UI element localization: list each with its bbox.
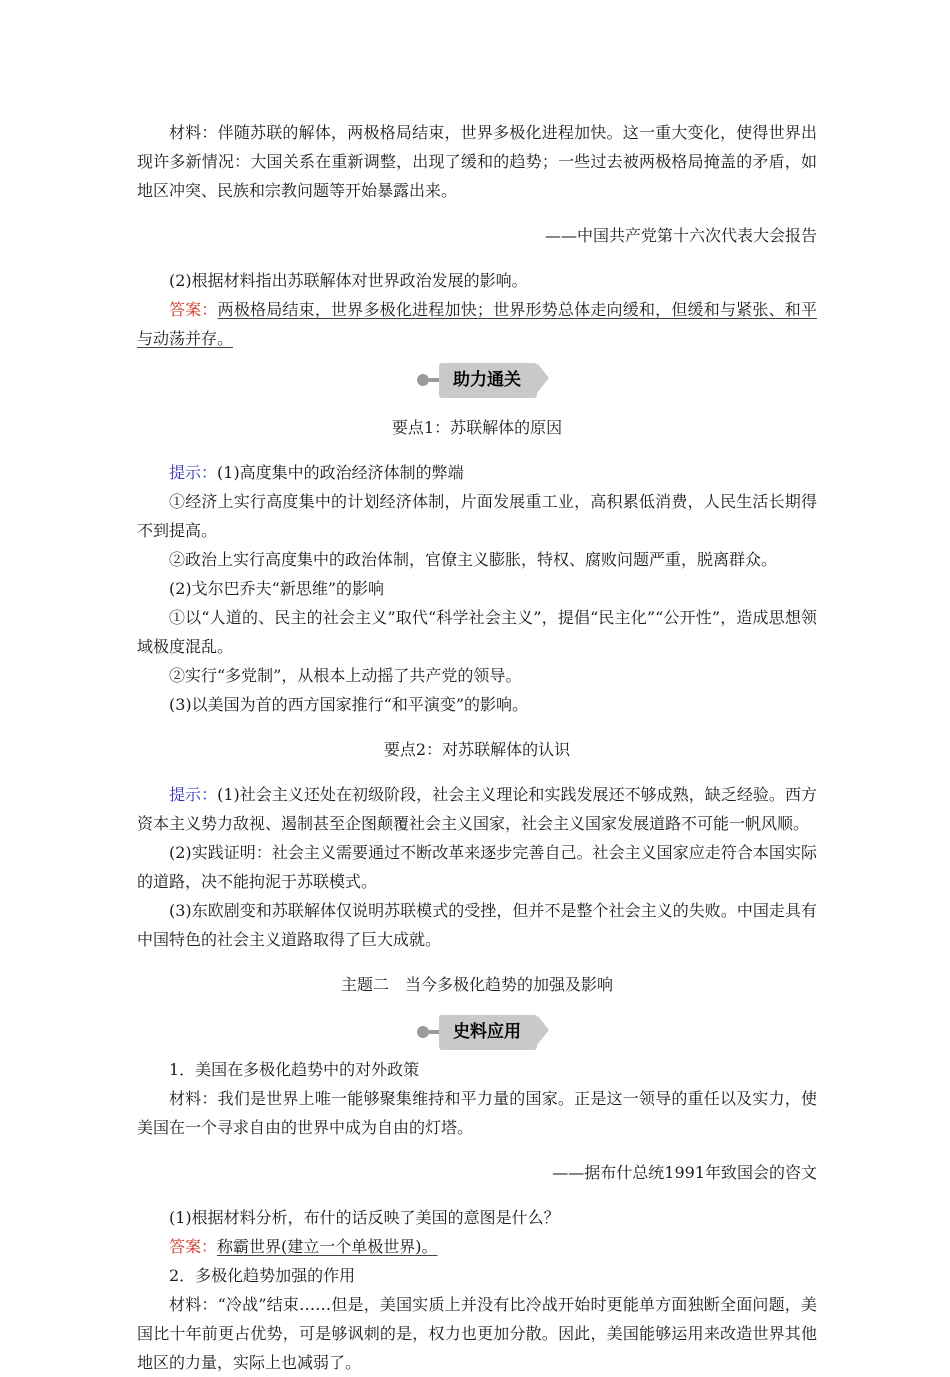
tip-paragraph: (2)实践证明：社会主义需要通过不断改革来逐步完善自己。社会主义国家应走符合本国实际的道路，决不能拘泥于苏联模式。 — [137, 843, 817, 891]
question-text: (2)根据材料指出苏联解体对世界政治发展的影响。 — [169, 271, 528, 290]
section-badge-sources — [137, 1015, 817, 1049]
tip-paragraph — [137, 780, 817, 838]
tip-sub-paragraph: ①经济上实行高度集中的计划经济体制，片面发展重工业，高积累低消费，人民生活长期得不到提高。 — [137, 492, 817, 540]
answer-label: 答案： — [169, 300, 218, 319]
tip-paragraph — [137, 458, 817, 487]
point-title: 要点2：对苏联解体的认识 — [383, 740, 571, 759]
answer-paragraph — [137, 295, 817, 353]
tip-label: 提示： — [169, 785, 218, 804]
badge-label: 史料应用 — [439, 1015, 537, 1050]
document-content — [137, 118, 817, 1377]
item-title: 1．美国在多极化趋势中的对外政策 — [169, 1060, 420, 1079]
badge-bar-icon — [429, 1030, 439, 1034]
answer-label: 答案： — [169, 1237, 218, 1256]
material-source: ——中国共产党第十六次代表大会报告 — [544, 226, 817, 245]
badge-dot-icon — [417, 1026, 429, 1038]
tip-text: (1)社会主义还处在初级阶段，社会主义理论和实践发展还不够成熟，缺乏经验。西方资本主义势力敌视、遏制甚至企图颠覆社会主义国家，社会主义国家发展道路不可能一帆风顺。 — [137, 785, 817, 833]
tip-paragraph: (3)以美国为首的西方国家推行“和平演变”的影响。 — [169, 695, 529, 714]
material-paragraph: 材料：“冷战”结束……但是，美国实质上并没有比冷战开始时更能单方面独断全面问题，美国比十年前更占优势，可是够讽刺的是，权力也更加分散。因此，美国能够运用来改造世界其他地区的力量，实际上也减弱了。 — [137, 1295, 817, 1372]
section-badge-help — [137, 363, 817, 397]
item-title: 2．多极化趋势加强的作用 — [169, 1266, 356, 1285]
badge-label: 助力通关 — [439, 363, 537, 398]
tip-text: (1)高度集中的政治经济体制的弊端 — [217, 463, 464, 482]
material-paragraph: 材料：伴随苏联的解体，两极格局结束，世界多极化进程加快。这一重大变化，使得世界出现许多新情况：大国关系在重新调整，出现了缓和的趋势；一些过去被两极格局掩盖的矛盾，如地区冲突、民族和宗教问题等开始暴露出来。 — [137, 123, 817, 200]
badge-dot-icon — [417, 374, 429, 386]
theme-title: 主题二 当今多极化趋势的加强及影响 — [340, 975, 613, 994]
badge-bar-icon — [429, 378, 439, 382]
material-source: ——据布什总统1991年致国会的咨文 — [552, 1163, 817, 1182]
tip-label: 提示： — [169, 463, 218, 482]
tip-sub-paragraph: ②实行“多党制”，从根本上动摇了共产党的领导。 — [169, 666, 522, 685]
answer-text: 两极格局结束，世界多极化进程加快；世界形势总体走向缓和，但缓和与紧张、和平与动荡并存。 — [137, 300, 817, 348]
question-text: (1)根据材料分析，布什的话反映了美国的意图是什么？ — [169, 1208, 560, 1227]
point-title: 要点1：苏联解体的原因 — [391, 418, 563, 437]
answer-paragraph — [137, 1232, 817, 1261]
tip-sub-paragraph: ②政治上实行高度集中的政治体制，官僚主义膨胀，特权、腐败问题严重，脱离群众。 — [169, 550, 778, 569]
material-paragraph: 材料：我们是世界上唯一能够聚集维持和平力量的国家。正是这一领导的重任以及实力，使美国在一个寻求自由的世界中成为自由的灯塔。 — [137, 1089, 817, 1137]
tip-paragraph: (2)戈尔巴乔夫“新思维”的影响 — [169, 579, 385, 598]
tip-paragraph: (3)东欧剧变和苏联解体仅说明苏联模式的受挫，但并不是整个社会主义的失败。中国走具有中国特色的社会主义道路取得了巨大成就。 — [137, 901, 817, 949]
answer-text: 称霸世界(建立一个单极世界)。 — [217, 1237, 438, 1256]
tip-sub-paragraph: ①以“人道的、民主的社会主义”取代“科学社会主义”，提倡“民主化”“公开性”，造成思想领域极度混乱。 — [137, 608, 817, 656]
